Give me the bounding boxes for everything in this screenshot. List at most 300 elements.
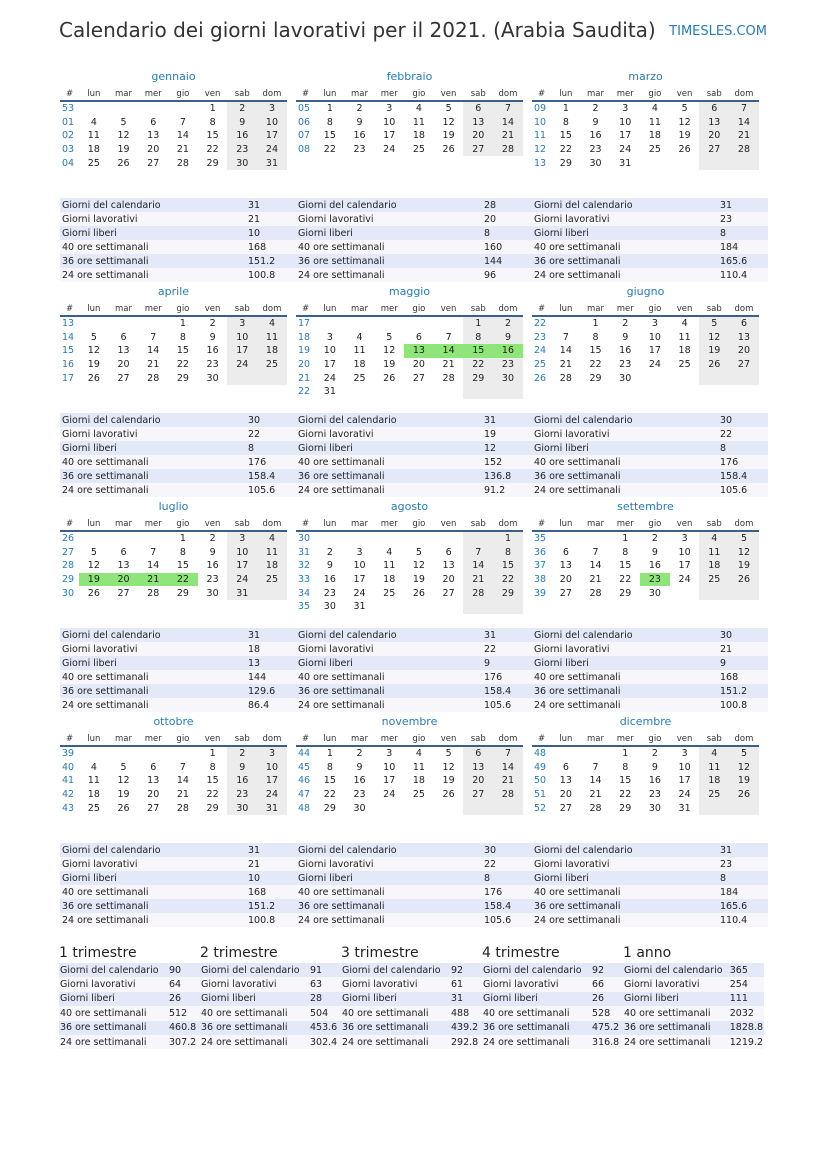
day-cell: 16 (353, 775, 366, 787)
stat-row (532, 427, 768, 441)
stat-label: 40 ore settimanali (296, 670, 482, 684)
stat-value: 8 (246, 441, 296, 455)
day-cell: 27 (117, 372, 130, 384)
stat-row (60, 226, 296, 240)
weekday-header: mar (109, 517, 139, 531)
day-cell: 7 (562, 331, 569, 343)
day-cell: 19 (87, 359, 100, 371)
weekday-header: ven (434, 517, 464, 531)
week-number: 40 (62, 761, 75, 773)
day-cell: 29 (619, 587, 632, 599)
week-number: 53 (62, 103, 75, 115)
week-number: 22 (298, 386, 311, 398)
weekday-header: mar (581, 732, 611, 746)
day-cell: 1 (179, 318, 186, 330)
day-cell: 10 (353, 560, 366, 572)
day-cell (729, 371, 759, 385)
day-cell: 17 (323, 359, 336, 371)
day-cell: 20 (699, 129, 729, 143)
month-block-maggio (296, 285, 523, 496)
day-cell: 2 (493, 316, 523, 331)
week-number: 25 (534, 359, 547, 371)
day-cell: 17 (227, 344, 257, 358)
stat-row (296, 212, 532, 226)
day-cell: 2 (209, 533, 216, 545)
day-cell: 7 (493, 746, 523, 761)
day-cell: 15 (493, 559, 523, 573)
day-cell: 22 (323, 144, 336, 156)
day-cell: 11 (648, 116, 661, 128)
day-cell: 20 (412, 359, 425, 371)
day-cell: 22 (589, 359, 602, 371)
day-cell: 23 (648, 789, 661, 801)
day-cell (581, 746, 611, 761)
week-row (60, 156, 287, 170)
day-cell: 20 (559, 574, 572, 586)
day-cell (168, 101, 198, 116)
month-calendar (60, 87, 287, 170)
stat-value: 31 (246, 843, 296, 857)
day-cell: 10 (678, 546, 691, 558)
day-cell (168, 746, 198, 761)
stat-row (532, 885, 768, 899)
week-number: 02 (62, 130, 75, 142)
summary-table (482, 963, 623, 1049)
stat-value: 100.8 (246, 913, 296, 927)
week-number: 03 (62, 144, 75, 156)
weekday-header: lun (551, 732, 581, 746)
day-cell: 9 (356, 761, 363, 773)
day-cell: 12 (729, 761, 759, 775)
day-cell: 12 (117, 775, 130, 787)
day-cell: 19 (442, 775, 455, 787)
month-calendar (532, 732, 759, 815)
stat-label: Giorni del calendario (60, 843, 246, 857)
stat-row (59, 977, 200, 991)
stat-label: Giorni lavorativi (532, 642, 718, 656)
month-stats (532, 843, 768, 927)
day-cell: 20 (442, 574, 455, 586)
day-cell: 29 (619, 802, 632, 814)
day-cell: 28 (176, 802, 189, 814)
stat-value: 31 (718, 843, 768, 857)
stat-value: 365 (729, 963, 764, 977)
stat-row (60, 885, 296, 899)
day-cell: 5 (386, 331, 393, 343)
day-cell: 11 (87, 775, 100, 787)
day-cell (109, 531, 139, 546)
day-cell (434, 385, 464, 399)
day-cell: 8 (622, 761, 629, 773)
day-cell: 9 (227, 761, 257, 775)
stat-row (623, 977, 764, 991)
stat-row (296, 913, 532, 927)
day-cell: 24 (678, 574, 691, 586)
day-cell: 14 (493, 761, 523, 775)
day-cell: 30 (619, 372, 632, 384)
week-number: 34 (298, 587, 311, 599)
stat-row (296, 656, 532, 670)
day-cell: 19 (117, 144, 130, 156)
stat-value: 13 (246, 656, 296, 670)
stat-value: 439.2 (450, 1021, 482, 1035)
weekday-header: mer (610, 732, 640, 746)
day-cell: 21 (463, 573, 493, 587)
day-cell: 12 (678, 116, 691, 128)
day-cell: 20 (109, 573, 139, 587)
day-cell: 29 (176, 587, 189, 599)
day-cell (138, 746, 168, 761)
stat-row (60, 254, 296, 268)
weekday-header: ven (670, 302, 700, 316)
day-cell: 31 (678, 802, 691, 814)
day-cell: 4 (90, 761, 97, 773)
week-row (532, 761, 759, 775)
stat-row (532, 913, 768, 927)
stat-label: Giorni lavorativi (60, 212, 246, 226)
day-cell: 2 (622, 318, 629, 330)
weekday-header: mar (345, 302, 375, 316)
stat-row (296, 413, 532, 427)
day-cell (257, 371, 287, 385)
stat-row (482, 977, 623, 991)
week-number: 14 (62, 331, 75, 343)
day-cell: 9 (493, 331, 523, 345)
stat-value: 90 (168, 963, 200, 977)
week-number: 50 (534, 775, 547, 787)
stat-value: 165.6 (718, 254, 768, 268)
day-cell: 27 (699, 143, 729, 157)
day-cell: 13 (442, 560, 455, 572)
day-cell: 2 (651, 533, 658, 545)
month-stats (532, 628, 768, 712)
day-cell: 10 (678, 761, 691, 773)
day-cell: 30 (589, 157, 602, 169)
stat-row (296, 899, 532, 913)
stat-label: Giorni lavorativi (60, 642, 246, 656)
stat-row (200, 992, 341, 1006)
day-cell: 17 (619, 130, 632, 142)
day-cell: 5 (729, 531, 759, 546)
week-row (296, 559, 523, 573)
weekday-header: lun (315, 302, 345, 316)
stat-row (623, 1035, 764, 1049)
day-cell: 25 (353, 372, 366, 384)
day-cell: 25 (87, 157, 100, 169)
stat-label: Giorni liberi (532, 656, 718, 670)
week-number-header: # (60, 517, 79, 531)
day-cell (404, 600, 434, 614)
week-number: 26 (62, 533, 75, 545)
stat-label: Giorni liberi (532, 441, 718, 455)
stat-row (59, 1035, 200, 1049)
week-row (532, 344, 759, 358)
day-cell (463, 531, 493, 546)
stat-row (296, 684, 532, 698)
day-cell: 24 (257, 788, 287, 802)
month-stats (296, 198, 532, 282)
day-cell: 27 (463, 788, 493, 802)
week-number: 39 (534, 587, 547, 599)
summary-title: 1 anno (623, 945, 672, 961)
day-cell (374, 801, 404, 815)
stat-value: 528 (591, 1006, 623, 1020)
day-cell: 10 (383, 116, 396, 128)
day-cell: 15 (559, 130, 572, 142)
stat-value: 31 (482, 413, 532, 427)
stat-label: Giorni liberi (200, 992, 309, 1006)
weekday-header: mar (109, 302, 139, 316)
stat-label: Giorni del calendario (296, 198, 482, 212)
week-number: 45 (298, 761, 311, 773)
month-calendar (532, 517, 759, 600)
weekday-header: gio (640, 517, 670, 531)
day-cell: 25 (699, 573, 729, 587)
stat-row (60, 913, 296, 927)
weekday-header: gio (640, 87, 670, 101)
week-row (532, 331, 759, 345)
month-title: dicembre (619, 715, 672, 728)
day-cell: 14 (147, 345, 160, 357)
day-cell: 30 (227, 801, 257, 815)
stat-value: 91 (309, 963, 341, 977)
week-number: 17 (62, 372, 75, 384)
day-cell: 25 (257, 573, 287, 587)
week-row (60, 316, 287, 331)
day-cell: 26 (117, 802, 130, 814)
day-cell (227, 371, 257, 385)
month-stats (60, 628, 296, 712)
stat-value: 31 (482, 628, 532, 642)
day-cell: 31 (353, 601, 366, 613)
day-cell: 11 (699, 546, 729, 560)
day-cell: 2 (592, 103, 599, 115)
week-row (60, 746, 287, 761)
weekday-header: mer (138, 517, 168, 531)
stat-row (60, 240, 296, 254)
day-cell: 3 (651, 318, 658, 330)
week-number: 38 (534, 574, 547, 586)
weekday-header: lun (551, 302, 581, 316)
day-cell: 2 (326, 546, 333, 558)
day-cell (699, 156, 729, 170)
day-cell: 10 (648, 331, 661, 343)
day-cell: 28 (463, 586, 493, 600)
summary-table (623, 963, 764, 1049)
stat-row (60, 427, 296, 441)
stat-label: 24 ore settimanali (296, 913, 482, 927)
weekday-header: sab (699, 87, 729, 101)
day-cell: 28 (493, 143, 523, 157)
day-cell: 29 (589, 372, 602, 384)
day-cell: 13 (463, 116, 493, 130)
day-cell: 22 (493, 573, 523, 587)
week-number: 48 (534, 748, 547, 760)
month-stats (532, 413, 768, 497)
day-cell: 22 (619, 574, 632, 586)
stat-row (59, 1021, 200, 1035)
stat-label: 40 ore settimanali (296, 455, 482, 469)
day-cell: 21 (138, 573, 168, 587)
day-cell: 29 (206, 157, 219, 169)
week-row (296, 101, 523, 116)
day-cell: 4 (651, 103, 658, 115)
day-cell: 11 (699, 761, 729, 775)
stat-value: 21 (718, 642, 768, 656)
day-cell (109, 316, 139, 331)
stat-value: 18 (246, 642, 296, 656)
day-cell: 22 (323, 789, 336, 801)
week-number: 37 (534, 560, 547, 572)
week-number-header: # (60, 87, 79, 101)
stat-label: Giorni liberi (296, 871, 482, 885)
week-number: 24 (534, 345, 547, 357)
day-cell (493, 600, 523, 614)
day-cell: 18 (87, 789, 100, 801)
day-cell: 5 (90, 546, 97, 558)
site-brand-link[interactable]: TIMESLES.COM (669, 24, 767, 39)
stat-label: 40 ore settimanali (482, 1006, 591, 1020)
stat-value: 184 (718, 885, 768, 899)
day-cell: 8 (562, 116, 569, 128)
month-title: giugno (626, 285, 665, 298)
day-cell: 15 (619, 560, 632, 572)
week-number-header: # (296, 302, 315, 316)
month-title: febbraio (386, 70, 433, 83)
stat-row (296, 857, 532, 871)
day-cell: 22 (206, 789, 219, 801)
day-cell: 12 (87, 560, 100, 572)
day-cell: 11 (257, 331, 287, 345)
day-cell: 26 (729, 788, 759, 802)
stat-value: 9 (482, 656, 532, 670)
weekday-header: dom (729, 87, 759, 101)
week-row (532, 101, 759, 116)
stat-label: Giorni del calendario (532, 628, 718, 642)
stat-row (532, 656, 768, 670)
day-cell: 5 (120, 761, 127, 773)
stat-value: 1219.2 (729, 1036, 763, 1048)
day-cell: 6 (150, 761, 157, 773)
day-cell (404, 531, 434, 546)
stat-label: Giorni lavorativi (296, 857, 482, 871)
stat-label: Giorni liberi (532, 226, 718, 240)
day-cell: 24 (227, 573, 257, 587)
week-number: 30 (298, 533, 311, 545)
week-number: 13 (534, 157, 547, 169)
day-cell: 31 (257, 156, 287, 170)
day-cell: 25 (699, 788, 729, 802)
stat-row (60, 656, 296, 670)
stat-value: 168 (246, 240, 296, 254)
week-number: 11 (534, 130, 547, 142)
week-row (532, 358, 759, 372)
stat-value: 9 (718, 656, 768, 670)
day-cell: 24 (648, 359, 661, 371)
day-cell: 15 (176, 345, 189, 357)
day-cell (345, 531, 375, 546)
stat-label: 40 ore settimanali (59, 1006, 168, 1020)
day-cell: 14 (729, 116, 759, 130)
week-row (60, 573, 287, 587)
day-cell: 16 (648, 775, 661, 787)
day-cell: 8 (463, 331, 493, 345)
stat-row (296, 885, 532, 899)
stat-label: 40 ore settimanali (532, 670, 718, 684)
stat-value: 8 (482, 871, 532, 885)
day-cell: 13 (147, 130, 160, 142)
month-block-marzo (532, 70, 759, 281)
day-cell: 9 (622, 331, 629, 343)
day-cell (463, 600, 493, 614)
day-cell: 27 (463, 143, 493, 157)
day-cell: 4 (681, 318, 688, 330)
stat-row (623, 1006, 764, 1020)
week-row (296, 774, 523, 788)
week-row (532, 156, 759, 170)
day-cell: 24 (678, 789, 691, 801)
weekday-header: lun (79, 87, 109, 101)
day-cell: 16 (227, 774, 257, 788)
stat-row (60, 628, 296, 642)
month-block-aprile (60, 285, 287, 496)
stat-label: Giorni del calendario (59, 963, 168, 977)
day-cell: 28 (729, 143, 759, 157)
day-cell: 28 (589, 802, 602, 814)
weekday-header: lun (79, 732, 109, 746)
week-number: 48 (298, 802, 311, 814)
stat-value: 158.4 (482, 684, 532, 698)
stat-label: Giorni del calendario (296, 628, 482, 642)
stat-row (60, 198, 296, 212)
summary-table (341, 963, 482, 1049)
weekday-header: ven (434, 732, 464, 746)
summary-3 (482, 945, 623, 1049)
week-row (296, 371, 523, 385)
day-cell: 7 (463, 546, 493, 560)
day-cell: 27 (559, 587, 572, 599)
week-number: 36 (534, 546, 547, 558)
week-number: 41 (62, 775, 75, 787)
day-cell: 3 (326, 331, 333, 343)
week-number-header: # (532, 517, 551, 531)
stat-row (341, 1006, 482, 1020)
week-number: 26 (534, 372, 547, 384)
day-cell: 9 (227, 116, 257, 130)
stat-row (296, 843, 532, 857)
week-row (532, 546, 759, 560)
day-cell: 2 (227, 746, 257, 761)
stat-label: 36 ore settimanali (200, 1021, 309, 1035)
month-stats (296, 628, 532, 712)
month-block-gennaio (60, 70, 287, 281)
stat-value: 20 (482, 212, 532, 226)
week-row (60, 101, 287, 116)
day-cell: 12 (87, 345, 100, 357)
weekday-header: gio (640, 302, 670, 316)
day-cell: 29 (176, 372, 189, 384)
day-cell (551, 531, 581, 546)
week-row (296, 801, 523, 815)
day-cell: 10 (619, 116, 632, 128)
weekday-header: lun (315, 87, 345, 101)
stat-label: 24 ore settimanali (296, 483, 482, 497)
day-cell: 27 (147, 157, 160, 169)
day-cell (374, 531, 404, 546)
week-number: 39 (62, 748, 75, 760)
day-cell: 28 (176, 157, 189, 169)
day-cell: 8 (209, 761, 216, 773)
